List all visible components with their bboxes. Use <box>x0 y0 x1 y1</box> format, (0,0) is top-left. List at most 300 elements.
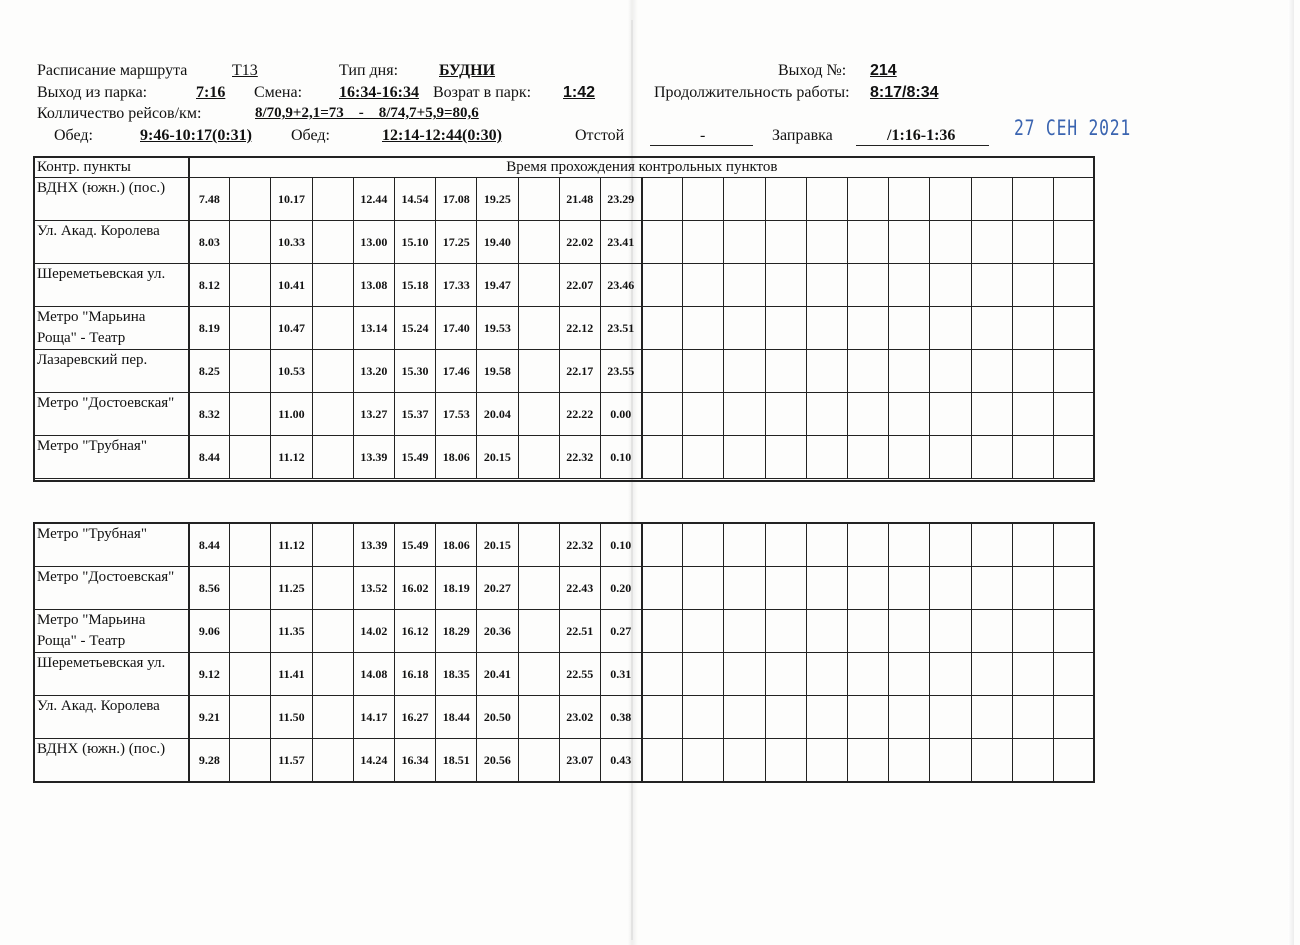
time-cell <box>806 178 847 221</box>
time-cell: 13.52 <box>353 567 394 610</box>
stop-name: Ул. Акад. Королева <box>35 221 189 264</box>
time-cell <box>848 178 889 221</box>
time-cell: 20.56 <box>477 739 518 782</box>
time-cell <box>1012 178 1053 221</box>
depart-value: 7:16 <box>196 84 226 101</box>
time-cell <box>806 393 847 436</box>
time-cell <box>848 696 889 739</box>
time-cell: 19.40 <box>477 221 518 264</box>
time-cell <box>971 221 1012 264</box>
time-cell: 11.25 <box>271 567 312 610</box>
time-cell <box>971 567 1012 610</box>
time-cell <box>683 696 724 739</box>
time-cell <box>724 264 765 307</box>
time-cell <box>806 653 847 696</box>
time-cell: 19.58 <box>477 350 518 393</box>
time-cell <box>312 567 353 610</box>
time-cell <box>683 178 724 221</box>
time-cell <box>518 350 559 393</box>
table-row <box>35 696 1095 739</box>
time-cell <box>724 696 765 739</box>
time-cell <box>230 350 271 393</box>
time-cell <box>230 436 271 479</box>
time-cell <box>724 350 765 393</box>
route-value: Т13 <box>232 62 258 79</box>
time-cell <box>806 264 847 307</box>
time-cell <box>1053 178 1094 221</box>
stop-name: Ул. Акад. Королева <box>35 696 189 739</box>
time-cell: 12.44 <box>353 178 394 221</box>
stop-name: Лазаревский пер. <box>35 350 189 393</box>
time-cell <box>889 567 930 610</box>
time-cell <box>518 567 559 610</box>
time-cell: 23.55 <box>600 350 641 393</box>
time-cell <box>765 393 806 436</box>
time-cell: 14.54 <box>394 178 435 221</box>
time-cell <box>683 221 724 264</box>
time-cell <box>971 178 1012 221</box>
time-cell: 11.41 <box>271 653 312 696</box>
time-cell: 22.02 <box>559 221 600 264</box>
duration-value: 8:17/8:34 <box>870 84 939 101</box>
time-cell <box>642 178 683 221</box>
time-cell <box>1012 436 1053 479</box>
time-cell <box>518 393 559 436</box>
time-cell <box>765 178 806 221</box>
time-cell <box>312 307 353 350</box>
time-cell: 14.17 <box>353 696 394 739</box>
time-cell <box>1053 436 1094 479</box>
time-cell <box>724 610 765 653</box>
stop-name: ВДНХ (южн.) (пос.) <box>35 178 189 221</box>
lunch1-label: Обед: <box>54 127 93 144</box>
time-cell <box>848 653 889 696</box>
time-cell: 20.15 <box>477 524 518 567</box>
time-cell <box>1053 739 1094 782</box>
time-cell <box>1053 264 1094 307</box>
time-cell <box>230 653 271 696</box>
time-cell <box>930 350 971 393</box>
stops-header: Контр. пункты <box>35 158 189 178</box>
time-cell: 13.39 <box>353 436 394 479</box>
time-cell <box>230 524 271 567</box>
time-cell: 11.50 <box>271 696 312 739</box>
time-cell <box>1053 524 1094 567</box>
time-cell: 17.08 <box>436 178 477 221</box>
time-cell <box>683 524 724 567</box>
time-cell <box>848 567 889 610</box>
time-cell: 8.03 <box>189 221 230 264</box>
time-cell <box>518 739 559 782</box>
time-cell <box>848 610 889 653</box>
time-cell <box>930 567 971 610</box>
time-cell: 0.38 <box>600 696 641 739</box>
time-cell <box>312 178 353 221</box>
time-cell: 14.24 <box>353 739 394 782</box>
time-cell: 18.29 <box>436 610 477 653</box>
time-cell: 18.19 <box>436 567 477 610</box>
time-cell <box>1012 739 1053 782</box>
time-cell <box>642 221 683 264</box>
time-cell <box>806 696 847 739</box>
time-cell <box>971 307 1012 350</box>
time-cell <box>683 567 724 610</box>
time-cell: 17.25 <box>436 221 477 264</box>
time-cell: 9.28 <box>189 739 230 782</box>
time-cell <box>806 307 847 350</box>
time-cell <box>518 653 559 696</box>
table-row <box>35 524 1095 567</box>
time-cell: 9.12 <box>189 653 230 696</box>
time-cell <box>889 178 930 221</box>
time-cell: 22.43 <box>559 567 600 610</box>
time-cell <box>765 221 806 264</box>
time-cell <box>683 307 724 350</box>
time-cell <box>889 221 930 264</box>
time-cell <box>971 739 1012 782</box>
time-cell: 9.21 <box>189 696 230 739</box>
time-cell: 16.18 <box>394 653 435 696</box>
table-row <box>35 307 1095 350</box>
time-cell: 23.07 <box>559 739 600 782</box>
time-cell: 0.31 <box>600 653 641 696</box>
stop-name: Шереметьевская ул. <box>35 264 189 307</box>
time-cell <box>971 524 1012 567</box>
time-cell: 0.00 <box>600 393 641 436</box>
time-cell: 13.39 <box>353 524 394 567</box>
time-cell <box>930 264 971 307</box>
time-cell <box>642 610 683 653</box>
time-cell <box>642 436 683 479</box>
time-cell <box>889 350 930 393</box>
time-cell: 8.32 <box>189 393 230 436</box>
table-row <box>35 739 1095 782</box>
time-cell <box>848 524 889 567</box>
exit-number-value: 214 <box>870 62 897 79</box>
time-cell <box>1012 567 1053 610</box>
time-cell: 10.47 <box>271 307 312 350</box>
layover-label: Отстой <box>575 127 625 144</box>
time-cell <box>724 307 765 350</box>
time-cell <box>518 264 559 307</box>
time-cell: 13.08 <box>353 264 394 307</box>
time-cell <box>848 221 889 264</box>
time-cell <box>1012 350 1053 393</box>
time-cell: 20.15 <box>477 436 518 479</box>
time-cell <box>312 264 353 307</box>
time-cell <box>765 739 806 782</box>
time-cell <box>889 264 930 307</box>
time-cell: 8.56 <box>189 567 230 610</box>
time-cell <box>724 739 765 782</box>
time-cell <box>724 524 765 567</box>
time-cell: 0.20 <box>600 567 641 610</box>
time-cell <box>1053 221 1094 264</box>
time-cell <box>848 307 889 350</box>
time-cell: 15.49 <box>394 436 435 479</box>
time-cell <box>642 393 683 436</box>
time-cell <box>1053 610 1094 653</box>
time-cell <box>642 567 683 610</box>
stop-name: Метро "Марьина Роща" - Театр <box>35 307 189 350</box>
refuel-label: Заправка <box>772 127 833 144</box>
time-cell <box>765 436 806 479</box>
table-row <box>35 567 1095 610</box>
time-cell <box>1012 610 1053 653</box>
time-cell <box>642 350 683 393</box>
time-cell <box>1053 393 1094 436</box>
time-cell <box>683 610 724 653</box>
stop-name: Метро "Достоевская" <box>35 567 189 610</box>
time-cell <box>683 739 724 782</box>
time-cell: 9.06 <box>189 610 230 653</box>
shift-value: 16:34-16:34 <box>339 84 419 101</box>
time-cell <box>518 696 559 739</box>
time-cell <box>806 221 847 264</box>
time-cell <box>930 393 971 436</box>
time-cell: 23.29 <box>600 178 641 221</box>
time-cell <box>765 610 806 653</box>
time-cell: 18.06 <box>436 524 477 567</box>
time-cell: 7.48 <box>189 178 230 221</box>
time-cell: 17.46 <box>436 350 477 393</box>
time-cell <box>518 178 559 221</box>
time-cell: 22.17 <box>559 350 600 393</box>
time-cell <box>806 350 847 393</box>
time-cell: 11.35 <box>271 610 312 653</box>
time-cell <box>765 524 806 567</box>
time-cell <box>230 178 271 221</box>
time-cell: 10.53 <box>271 350 312 393</box>
time-cell <box>889 393 930 436</box>
time-cell <box>806 567 847 610</box>
time-cell <box>1012 307 1053 350</box>
refuel-line <box>856 145 989 146</box>
time-cell <box>642 307 683 350</box>
time-cell: 16.12 <box>394 610 435 653</box>
time-cell <box>1012 221 1053 264</box>
time-cell: 8.44 <box>189 436 230 479</box>
time-cell <box>724 567 765 610</box>
time-cell <box>930 696 971 739</box>
time-cell: 22.07 <box>559 264 600 307</box>
layover-value: - <box>700 127 706 144</box>
table-row <box>35 610 1095 653</box>
time-cell <box>724 178 765 221</box>
return-label: Возрат в парк: <box>433 84 532 101</box>
lunch1-value: 9:46-10:17(0:31) <box>140 127 252 144</box>
time-cell <box>971 436 1012 479</box>
table-row <box>35 653 1095 696</box>
time-cell: 22.51 <box>559 610 600 653</box>
time-cell <box>230 393 271 436</box>
time-cell <box>312 524 353 567</box>
time-cell <box>930 307 971 350</box>
time-cell: 18.51 <box>436 739 477 782</box>
time-cell <box>312 221 353 264</box>
time-cell <box>1053 653 1094 696</box>
time-cell <box>806 436 847 479</box>
time-cell <box>230 264 271 307</box>
time-cell <box>971 350 1012 393</box>
stop-name: Шереметьевская ул. <box>35 653 189 696</box>
lunch2-value: 12:14-12:44(0:30) <box>382 127 502 144</box>
time-cell <box>930 221 971 264</box>
time-cell <box>724 221 765 264</box>
time-cell: 15.10 <box>394 221 435 264</box>
time-cell <box>518 524 559 567</box>
time-cell: 20.41 <box>477 653 518 696</box>
time-cell: 19.25 <box>477 178 518 221</box>
time-cell <box>312 653 353 696</box>
time-cell: 11.12 <box>271 436 312 479</box>
time-cell <box>312 393 353 436</box>
time-cell <box>889 610 930 653</box>
time-cell <box>1012 524 1053 567</box>
time-cell <box>312 350 353 393</box>
time-cell <box>930 436 971 479</box>
time-cell: 22.32 <box>559 436 600 479</box>
time-cell: 11.12 <box>271 524 312 567</box>
lunch2-label: Обед: <box>291 127 330 144</box>
time-cell: 15.18 <box>394 264 435 307</box>
schedule-table-outbound <box>34 157 1095 479</box>
trips-label: Колличество рейсов/км: <box>37 105 202 122</box>
time-cell <box>765 696 806 739</box>
daytype-value: БУДНИ <box>439 62 496 79</box>
stop-name: Метро "Марьина Роща" - Театр <box>35 610 189 653</box>
time-cell: 20.27 <box>477 567 518 610</box>
time-cell <box>930 524 971 567</box>
duration-label: Продолжительность работы: <box>654 84 850 101</box>
table-row <box>35 436 1095 479</box>
time-cell: 10.17 <box>271 178 312 221</box>
time-cell: 13.00 <box>353 221 394 264</box>
time-cell: 23.46 <box>600 264 641 307</box>
shift-label: Смена: <box>254 84 303 101</box>
time-cell: 17.53 <box>436 393 477 436</box>
stop-name: Метро "Достоевская" <box>35 393 189 436</box>
time-cell: 0.43 <box>600 739 641 782</box>
time-cell <box>642 653 683 696</box>
time-cell <box>889 696 930 739</box>
time-cell <box>765 350 806 393</box>
time-cell <box>518 221 559 264</box>
time-cell <box>518 436 559 479</box>
time-cell <box>930 739 971 782</box>
time-cell: 13.20 <box>353 350 394 393</box>
time-cell: 10.33 <box>271 221 312 264</box>
time-cell <box>889 524 930 567</box>
time-cell <box>724 653 765 696</box>
time-cell <box>806 524 847 567</box>
table-row <box>35 393 1095 436</box>
time-cell: 13.14 <box>353 307 394 350</box>
table-row <box>35 178 1095 221</box>
time-cell <box>230 221 271 264</box>
time-cell <box>765 264 806 307</box>
time-cell <box>971 393 1012 436</box>
table-header-row <box>35 158 1095 178</box>
exit-number-label: Выход №: <box>778 62 847 79</box>
trips-value: 8/70,9+2,1=73 - 8/74,7+5,9=80,6 <box>255 105 479 121</box>
time-cell <box>683 350 724 393</box>
depart-label: Выход из парка: <box>37 84 148 101</box>
time-cell <box>765 567 806 610</box>
time-cell <box>683 653 724 696</box>
time-cell <box>889 653 930 696</box>
time-cell: 8.19 <box>189 307 230 350</box>
time-cell <box>1012 696 1053 739</box>
time-cell: 23.41 <box>600 221 641 264</box>
time-cell: 16.34 <box>394 739 435 782</box>
stop-name: Метро "Трубная" <box>35 436 189 479</box>
daytype-label: Тип дня: <box>339 62 399 79</box>
time-cell <box>1012 264 1053 307</box>
time-cell: 11.57 <box>271 739 312 782</box>
time-cell <box>848 436 889 479</box>
time-cell: 15.24 <box>394 307 435 350</box>
table-row <box>35 264 1095 307</box>
time-cell <box>1053 567 1094 610</box>
time-cell: 17.33 <box>436 264 477 307</box>
time-cell <box>971 610 1012 653</box>
time-cell <box>1053 307 1094 350</box>
time-cell: 14.08 <box>353 653 394 696</box>
time-cell: 18.44 <box>436 696 477 739</box>
time-cell: 13.27 <box>353 393 394 436</box>
time-cell: 21.48 <box>559 178 600 221</box>
time-cell: 8.12 <box>189 264 230 307</box>
time-cell: 20.36 <box>477 610 518 653</box>
time-cell <box>683 393 724 436</box>
time-cell <box>724 436 765 479</box>
time-cell <box>230 696 271 739</box>
time-cell <box>1053 696 1094 739</box>
time-cell: 0.10 <box>600 436 641 479</box>
time-cell <box>930 653 971 696</box>
refuel-value: /1:16-1:36 <box>887 127 956 144</box>
time-cell: 16.27 <box>394 696 435 739</box>
time-cell: 18.06 <box>436 436 477 479</box>
time-cell <box>971 264 1012 307</box>
time-cell <box>889 436 930 479</box>
table-row <box>35 350 1095 393</box>
time-cell: 19.47 <box>477 264 518 307</box>
time-cell <box>230 567 271 610</box>
time-cell <box>930 178 971 221</box>
layover-line <box>650 145 753 146</box>
time-cell <box>971 653 1012 696</box>
time-cell <box>230 739 271 782</box>
time-cell: 20.50 <box>477 696 518 739</box>
time-cell <box>848 739 889 782</box>
schedule-table-return <box>34 523 1095 782</box>
time-cell <box>518 610 559 653</box>
time-cell: 0.27 <box>600 610 641 653</box>
time-cell <box>642 696 683 739</box>
return-value: 1:42 <box>563 84 596 101</box>
time-cell <box>848 350 889 393</box>
time-cell <box>312 696 353 739</box>
time-cell <box>848 393 889 436</box>
time-cell: 15.37 <box>394 393 435 436</box>
time-cell <box>765 307 806 350</box>
time-cell <box>930 610 971 653</box>
time-cell <box>312 610 353 653</box>
time-cell: 8.44 <box>189 524 230 567</box>
time-cell <box>806 739 847 782</box>
